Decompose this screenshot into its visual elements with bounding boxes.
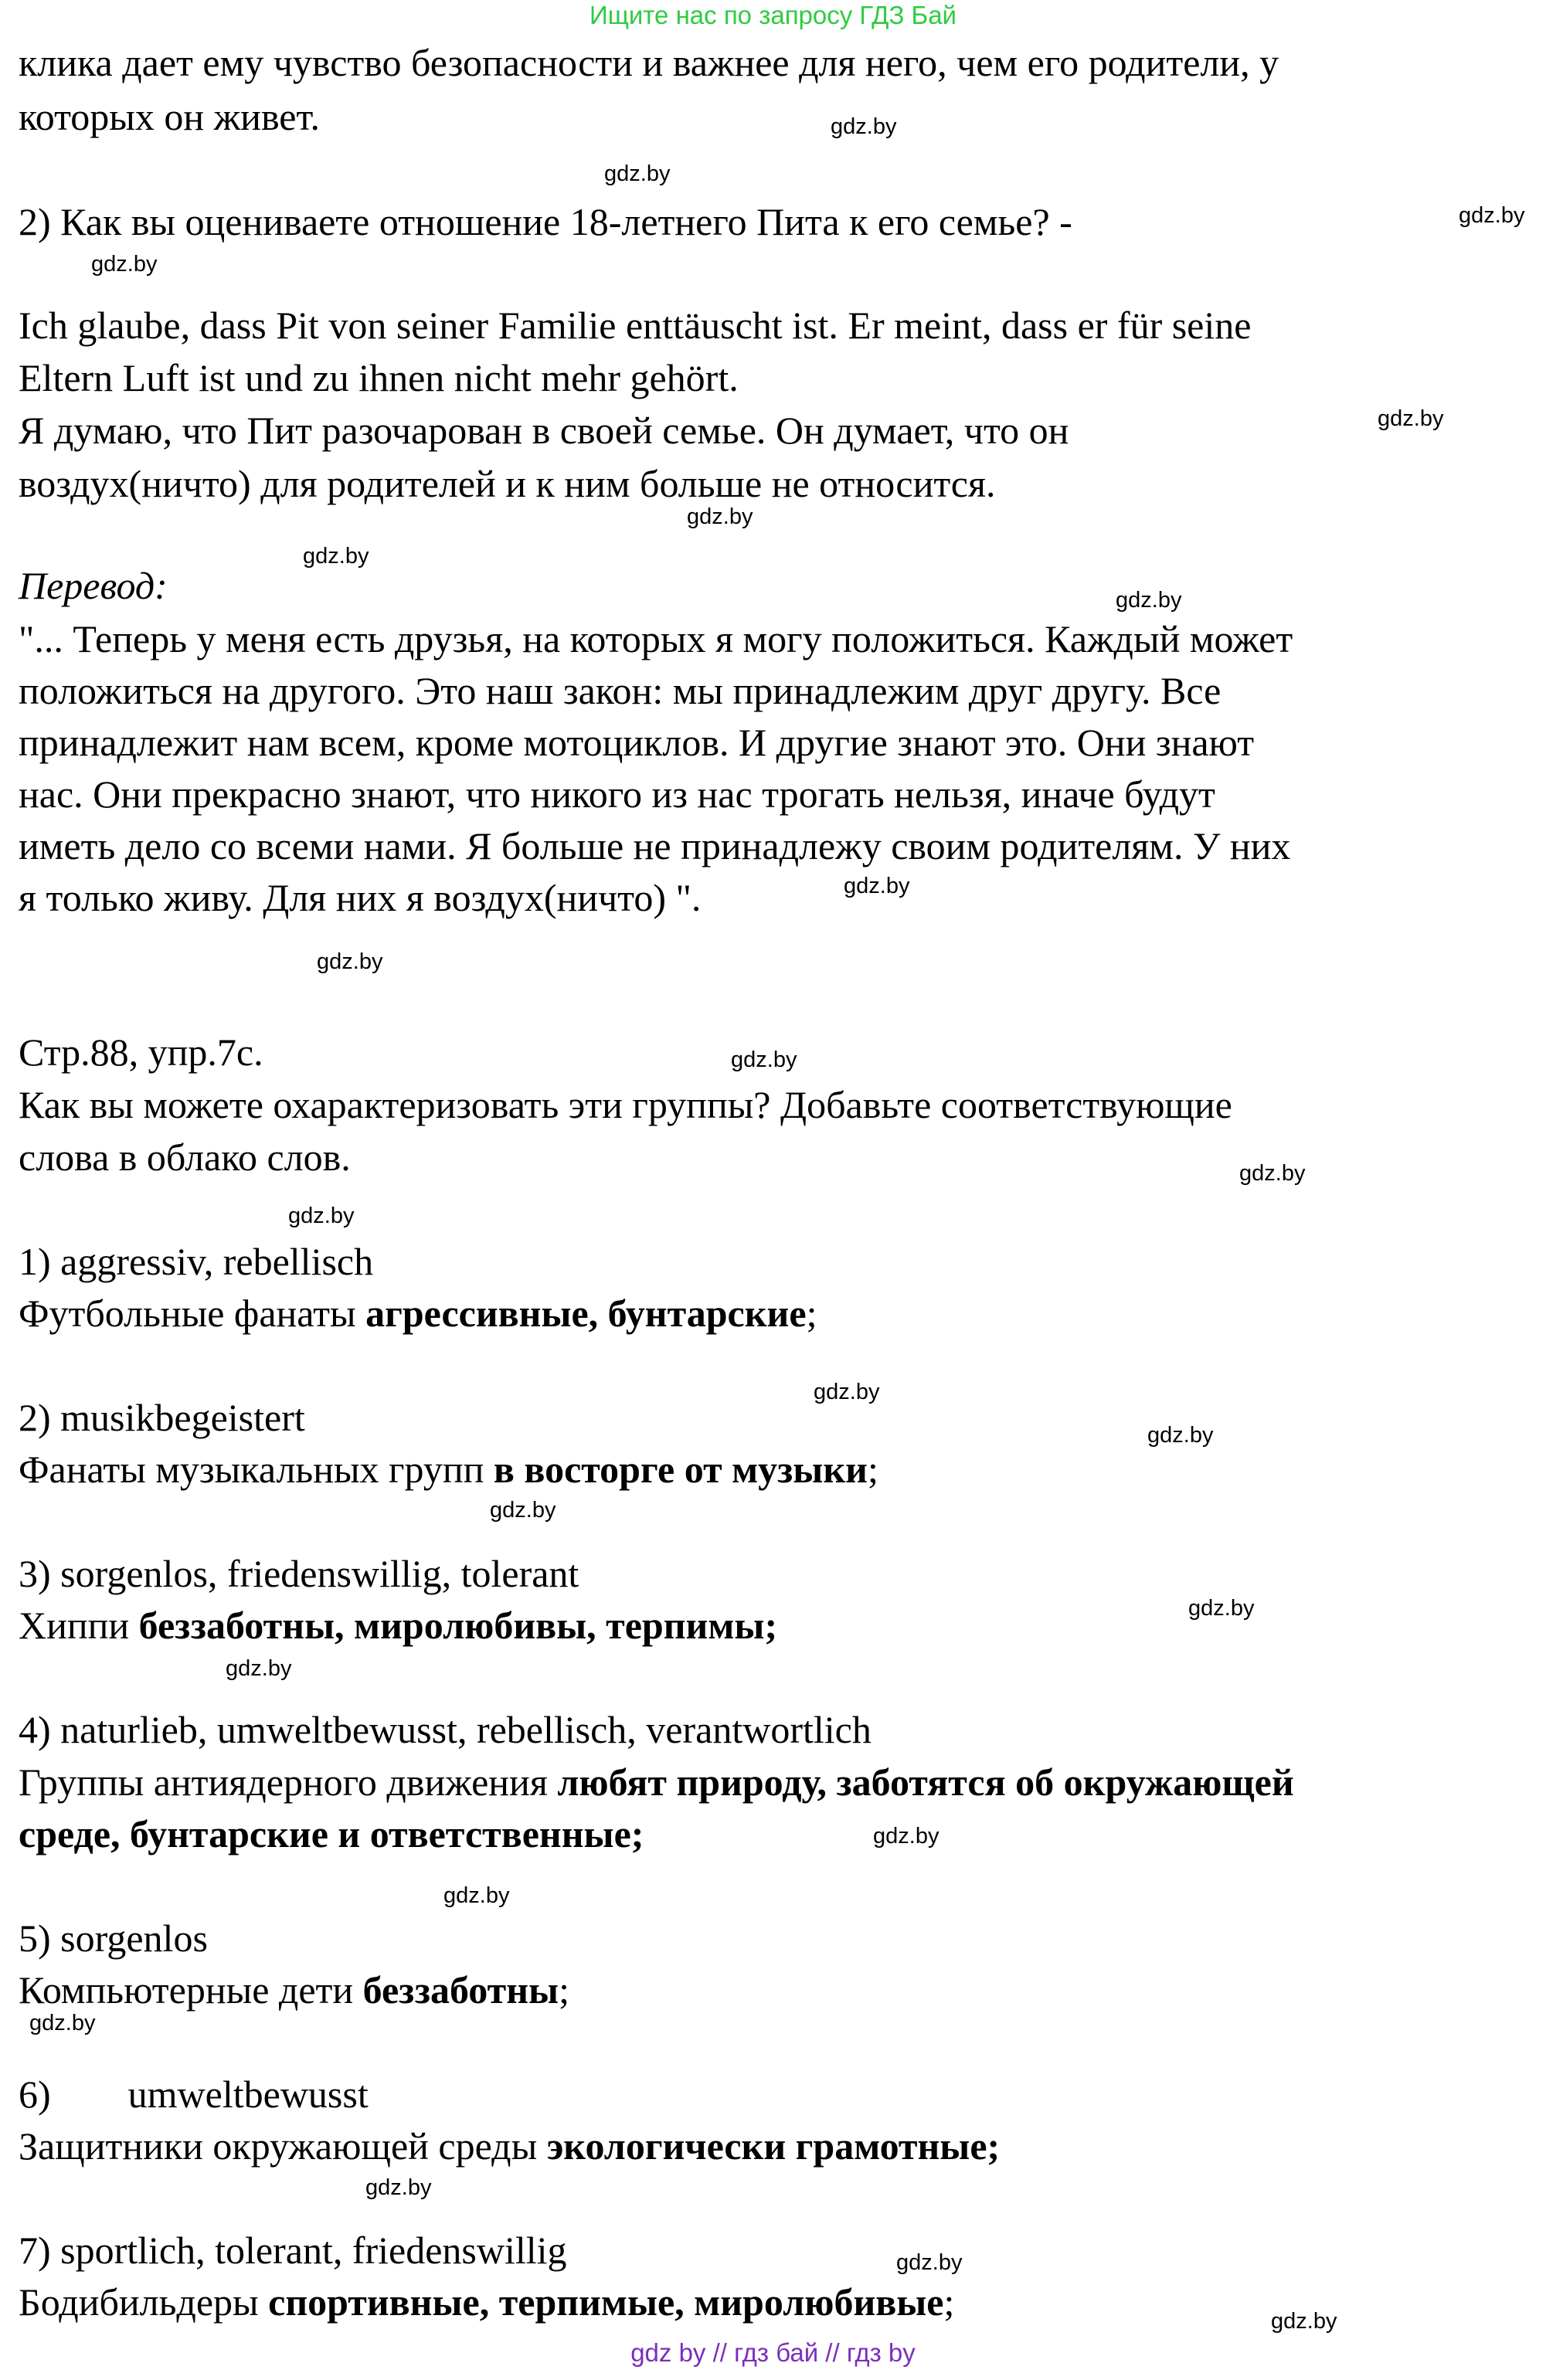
paragraph-line: клика дает ему чувство безопасности и важнее для него, чем его родители, у (19, 41, 1279, 84)
item-de: 7) sportlich, tolerant, friedenswillig (19, 2229, 567, 2272)
watermark: gdz.by (1239, 1161, 1306, 1186)
watermark: gdz.by (604, 161, 671, 186)
exercise-task-line: Как вы можете охарактеризовать эти группы? Добавьте соответствующие (19, 1083, 1232, 1126)
item-ru-cont: среде, бунтарские и ответственные; (19, 1812, 644, 1855)
item-ru: Бодибильдеры спортивные, терпимые, миролюбивые; (19, 2280, 955, 2324)
item-de: 2) musikbegeistert (19, 1396, 305, 1439)
watermark: gdz.by (1459, 203, 1525, 228)
translation-line: "... Теперь у меня есть друзья, на которых я могу положиться. Каждый может (19, 617, 1293, 660)
translation-heading: Перевод: (19, 564, 168, 607)
watermark: gdz.by (91, 252, 158, 277)
answer-ru-line: воздух(ничто) для родителей и к ним больше не относится. (19, 462, 996, 505)
item-ru: Футбольные фанаты агрессивные, бунтарские; (19, 1292, 817, 1335)
watermark: gdz.by (1378, 406, 1444, 431)
translation-line: я только живу. Для них я воздух(ничто) ". (19, 876, 702, 919)
watermark: gdz.by (1147, 1423, 1214, 1448)
translation-line: принадлежит нам всем, кроме мотоциклов. И другие знают это. Они знают (19, 721, 1255, 764)
exercise-task-line: слова в облако слов. (19, 1136, 351, 1179)
item-de: 3) sorgenlos, friedenswillig, tolerant (19, 1552, 579, 1595)
watermark: gdz.by (443, 1883, 510, 1908)
item-ru: Компьютерные дети беззаботны; (19, 1968, 569, 2012)
site-banner[interactable]: Ищите нас по запросу ГДЗ Бай (590, 1, 956, 29)
watermark: gdz.by (731, 1047, 797, 1072)
item-de: 1) aggressiv, rebellisch (19, 1240, 374, 1283)
watermark: gdz.by (29, 2011, 96, 2035)
item-ru: Защитники окружающей среды экологически грамотные; (19, 2124, 1001, 2168)
watermark: gdz.by (1188, 1596, 1255, 1621)
watermark: gdz.by (317, 949, 383, 974)
watermark: gdz.by (490, 1498, 556, 1523)
watermark: gdz.by (831, 114, 897, 139)
item-ru: Группы антиядерного движения любят природу, заботятся об окружающей (19, 1760, 1294, 1804)
watermark: gdz.by (1116, 588, 1182, 613)
watermark: gdz.by (288, 1204, 355, 1228)
answer-de-line: Ich glaube, dass Pit von seiner Familie enttäuscht ist. Er meint, dass er für seine (19, 304, 1252, 347)
footer-links[interactable]: gdz by // гдз бай // гдз by (630, 2338, 916, 2367)
watermark: gdz.by (365, 2175, 432, 2200)
watermark: gdz.by (226, 1656, 292, 1681)
watermark: gdz.by (844, 874, 910, 898)
watermark: gdz.by (303, 544, 369, 569)
watermark: gdz.by (687, 504, 753, 529)
watermark: gdz.by (896, 2250, 963, 2275)
watermark: gdz.by (814, 1380, 880, 1404)
translation-line: иметь дело со всеми нами. Я больше не принадлежу своим родителям. У них (19, 824, 1291, 867)
item-de: 4) naturlieb, umweltbewusst, rebellisch, verantwortlich (19, 1708, 872, 1751)
item-ru: Хиппи беззаботны, миролюбивы, терпимы; (19, 1604, 778, 1647)
item-ru: Фанаты музыкальных групп в восторге от музыки; (19, 1448, 878, 1491)
watermark: gdz.by (873, 1824, 939, 1849)
exercise-title: Стр.88, упр.7с. (19, 1030, 263, 1074)
question-2: 2) Как вы оцениваете отношение 18-летнего Пита к его семье? - (19, 200, 1072, 243)
answer-ru-line: Я думаю, что Пит разочарован в своей семье. Он думает, что он (19, 409, 1069, 452)
translation-line: нас. Они прекрасно знают, что никого из нас трогать нельзя, иначе будут (19, 772, 1215, 816)
translation-line: положиться на другого. Это наш закон: мы принадлежим друг другу. Все (19, 669, 1222, 712)
answer-de-line: Eltern Luft ist und zu ihnen nicht mehr gehört. (19, 356, 739, 399)
paragraph-line: которых он живет. (19, 95, 321, 138)
item-de: 6) umweltbewusst (19, 2073, 369, 2116)
watermark: gdz.by (1271, 2309, 1337, 2334)
item-de: 5) sorgenlos (19, 1917, 208, 1960)
